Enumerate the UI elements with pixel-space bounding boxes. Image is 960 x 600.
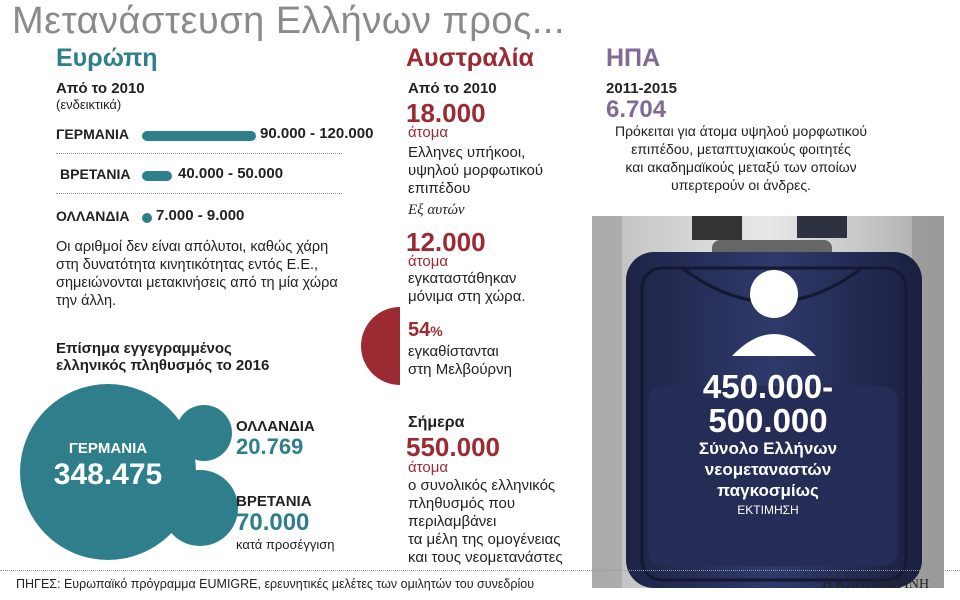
europe-note: (ενδεικτικά) [56,97,122,112]
registered-title [56,340,269,374]
desc-line: υψηλού μορφωτικού [408,162,544,179]
footer-divider [0,570,960,572]
usa-num: 6.704 [606,96,667,123]
netherlands-value: 20.769 [236,434,304,459]
total-desc [640,438,896,501]
row-value: 90.000 - 120.000 [260,125,374,142]
desc-line: επιπέδου, μεταπτυχιακούς φοιτητές [631,141,851,157]
netherlands-circle [176,405,232,461]
desc-line: πληθυσμός που [408,495,516,512]
britain-note: κατά προσέγγιση [236,537,335,552]
pct-sign: % [430,323,443,339]
total-number [640,370,896,438]
europe-heading: Ευρώπη [56,44,158,72]
desc-line: εγκαταστάθηκαν [408,270,517,287]
australia-unit1: άτομα [408,124,449,141]
melbourne-pie [360,305,408,387]
australia-unit3: άτομα [408,459,449,476]
pct-number: 54 [408,319,431,341]
melbourne-pct [408,319,443,342]
registered-title-line: ελληνικός πληθυσμός το 2016 [56,357,270,374]
australia-unit2: άτομα [408,253,449,270]
desc-line: και τους νεομετανάστες [408,549,563,566]
desc-line: περιλαμβάνει [408,513,497,530]
desc-line: μόνιμα στη χώρα. [408,288,526,305]
source-note: ΠΗΓΕΣ: Ευρωπαϊκό πρόγραμμα EUMIGRE, ερευνητικές μελέτες των ομιλητών του συνεδρίου [16,577,535,591]
desc-line: υπερτερούν οι άνδρες. [671,177,811,193]
australia-num2: 12.000 [406,227,486,257]
germany-label: ΓΕΡΜΑΝΙΑ [68,440,148,457]
desc-line: εγκαθίστανται [408,343,499,360]
desc-line: και ακαδημαϊκούς μεταξύ των οποίων [625,159,857,175]
bar-germany [142,131,256,141]
usa-heading: ΗΠΑ [606,44,661,72]
usa-period: 2011-2015 [606,80,677,97]
row-value: 40.000 - 50.000 [178,165,284,182]
registered-title-line: Επίσημα εγγεγραμμένος [56,340,232,357]
netherlands-label: ΟΛΛΑΝΔΙΑ [236,418,315,435]
footnote-line: Οι αριθμοί δεν είναι απόλυτοι, καθώς χάρη [56,239,329,255]
footnote-line: στη δυνατότητα κινητικότητας εντός Ε.Ε., [56,257,319,273]
total-desc-line: Σύνολο Ελλήνων [698,439,838,458]
desc-line: επιπέδου [408,180,471,197]
divider [56,193,342,195]
desc-line: ο συνολικός ελληνικός [408,477,556,494]
footnote-line: σημειώνονται μετακινήσεις από τη μία χώρα [56,275,338,291]
australia-num1: 18.000 [406,98,486,128]
desc-line: Πρόκειται για άτομα υψηλού μορφωτικού [614,123,868,139]
australia-num3: 550.000 [406,432,500,462]
melbourne-pie-slice [361,307,400,385]
australia-since: Από το 2010 [408,80,497,97]
total-desc-line: παγκοσμίως [717,481,819,500]
total-desc-line: νεομεταναστών [704,460,832,479]
row-value: 7.000 - 9.000 [156,207,245,224]
britain-circle [162,470,238,546]
divider [56,153,342,155]
europe-footnote [56,238,356,310]
desc-line: Ελληνες υπήκοοι, [408,144,526,161]
desc-line: στη Μελβούρνη [408,361,512,378]
row-country: ΒΡΕΤΑΝΙΑ [60,166,131,182]
britain-label: ΒΡΕΤΑΝΙΑ [236,493,312,510]
usa-desc [606,122,876,194]
australia-desc1 [408,144,543,198]
bar-netherlands [142,213,152,223]
germany-value: 348.475 [53,458,163,491]
total-estimate: ΕΚΤΙΜΗΣΗ [737,503,799,517]
melbourne-desc [408,343,512,379]
brand-logo: Η ΚΑΘΗΜΕΡΙΝΗ [822,577,930,592]
page-title: Μετανάστευση Ελλήνων προς... [12,0,565,42]
row-country: ΓΕΡΜΑΝΙΑ [56,126,129,142]
total-line: 450.000- [702,368,834,405]
footnote-line: την άλλη. [56,293,117,309]
australia-desc2 [408,270,526,306]
total-line: 500.000 [708,402,828,439]
australia-of-these: Εξ αυτών [408,202,465,218]
row-country: ΟΛΛΑΝΔΙΑ [56,208,130,224]
britain-value: 70.000 [236,509,310,536]
australia-today: Σήμερα [408,414,465,431]
australia-heading: Αυστραλία [406,44,534,72]
desc-line: τα μέλη της ομογένειας [408,531,561,548]
bar-britain [142,171,172,181]
australia-desc3 [408,477,563,567]
europe-since: Από το 2010 [56,80,145,97]
